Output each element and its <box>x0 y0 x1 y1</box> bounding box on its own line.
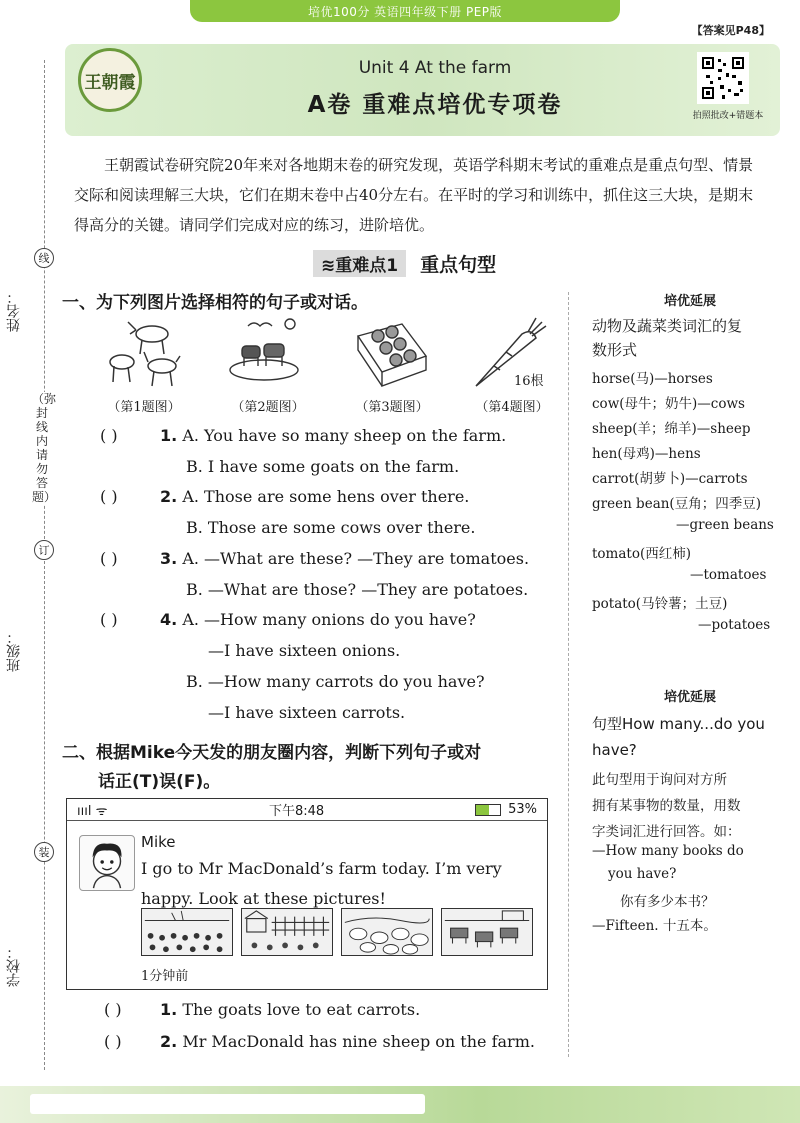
option-b: B. I have some goats on the farm. <box>186 457 460 476</box>
brand-logo <box>78 48 142 112</box>
vocab-line: cow(母牛；奶牛)—cows <box>592 396 745 412</box>
option-b: B. —How many carrots do you have? <box>186 672 485 691</box>
battery-percent: 53% <box>508 802 537 817</box>
answer-bracket-q1-2[interactable]: ( ) <box>100 487 118 506</box>
pic-3-label: （第3题图） <box>355 400 429 415</box>
post-time: 1分钟前 <box>141 969 189 984</box>
vocab-line: —tomatoes <box>690 567 767 583</box>
option-b: B. Those are some cows over there. <box>186 518 476 537</box>
example-line: you have? <box>608 866 677 882</box>
qr-caption: 拍照批改+错题本 <box>692 111 764 121</box>
post-text: I go to Mr MacDonald’s farm today. I’m very happy. Look at these pictures! <box>141 859 502 908</box>
answer-bracket-q1-4[interactable]: ( ) <box>100 610 118 629</box>
question-item <box>160 426 506 445</box>
seal-mark-line: 线 <box>34 248 54 268</box>
pic-2-label: （第2题图） <box>231 400 305 415</box>
option-b-reply: —I have sixteen carrots. <box>208 703 406 722</box>
tomatoes-box-picture-icon <box>352 316 432 392</box>
battery-icon <box>475 804 501 816</box>
example-line: —How many books do <box>592 843 744 859</box>
item-number: 2. <box>160 1032 178 1051</box>
status-time: 下午8:48 <box>269 804 325 819</box>
question-item <box>160 549 529 568</box>
answer-bracket-q1-3[interactable]: ( ) <box>100 549 118 568</box>
statement: The goats love to eat carrots. <box>182 1000 421 1019</box>
explanation-line: 拥有某事物的数量，用数 <box>592 798 741 814</box>
item-number: 3. <box>160 549 178 568</box>
option-a: A. —How many onions do you have? <box>182 610 476 629</box>
phone-status-bar <box>67 799 547 821</box>
vocab-line: —potatoes <box>698 617 771 633</box>
answer-bracket-q2-2[interactable]: ( ) <box>104 1032 122 1051</box>
class-label: 班级： <box>6 630 22 672</box>
section-banner <box>313 250 496 276</box>
answer-reference: 【答案见P48】 <box>691 24 770 37</box>
moments-post-card <box>66 798 548 990</box>
signal-wifi-icon: ıııl ᯤ <box>77 803 108 819</box>
pic-4-count: 16根 <box>514 374 544 389</box>
goats-picture-icon <box>104 316 184 392</box>
pic-1-label: （第1题图） <box>107 400 181 415</box>
seal-note: （弥封线内请勿答题） <box>32 392 57 504</box>
cows-photo[interactable] <box>441 908 533 956</box>
vocab-line: tomato(西红柿) <box>592 546 691 562</box>
intro-paragraph: 王朝霞试卷研究院20年来对各地期末卷的研究发现，英语学科期末考试的重难点是重点句型、情景交际和阅读理解三大块，它们在期末卷中占40分左右。在平时的学习和训练中，抓住这三大块，是期末得高分的关键。请同学们完成对应的练习，进阶培优。 <box>74 156 754 234</box>
vocab-line: horse(马)—horses <box>592 371 713 387</box>
option-a: A. You have so many sheep on the farm. <box>182 426 507 445</box>
item-number: 1. <box>160 1000 178 1019</box>
question-1-title: 一、为下列图片选择相符的句子或对话。 <box>62 293 368 313</box>
logo-text: 王朝霞 <box>84 72 136 93</box>
vocab-line: —green beans <box>676 517 774 533</box>
school-label: 学校： <box>6 945 22 987</box>
question-2-title-line-1: 二、根据Mike今天发的朋友圈内容，判断下列句子或对 <box>62 743 482 763</box>
pic-4-label: （第4题图） <box>475 400 549 415</box>
question-item <box>160 610 476 629</box>
goats-eating-carrots-photo[interactable] <box>141 908 233 956</box>
option-a: A. —What are these? —They are tomatoes. <box>182 549 530 568</box>
explanation-line: 字类词汇进行回答。如： <box>592 824 741 840</box>
item-number: 1. <box>160 426 178 445</box>
qr-code-icon[interactable] <box>697 52 749 104</box>
name-label: 姓名： <box>6 290 22 332</box>
section-title: 重点句型 <box>420 253 497 276</box>
option-a: A. Those are some hens over there. <box>182 487 470 506</box>
seal-mark-bind: 订 <box>34 540 54 560</box>
item-number: 2. <box>160 487 178 506</box>
vocab-line: sheep(羊；绵羊)—sheep <box>592 421 751 437</box>
vocab-line: green bean(豆角；四季豆) <box>592 496 761 512</box>
bottom-decor-tab <box>30 1094 425 1114</box>
question-item <box>160 1032 535 1051</box>
question-2-title-line-2: 话正(T)误(F)。 <box>98 772 221 792</box>
option-b: B. —What are those? —They are potatoes. <box>186 580 529 599</box>
battery-level <box>476 805 489 815</box>
sheep-photo[interactable] <box>341 908 433 956</box>
vocab-line: hen(母鸡)—hens <box>592 446 701 462</box>
post-author[interactable]: Mike <box>141 833 176 851</box>
example-line: —Fifteen. 十五本。 <box>592 918 717 934</box>
fence-photo[interactable] <box>241 908 333 956</box>
aside-1-head: 培优延展 <box>663 294 716 309</box>
item-number: 4. <box>160 610 178 629</box>
question-item <box>160 487 469 506</box>
answer-bracket-q1-1[interactable]: ( ) <box>100 426 118 445</box>
aside-2-head: 培优延展 <box>663 690 716 705</box>
aside-2-sub-line-1: 句型How many...do you <box>592 715 765 733</box>
vocab-line: carrot(胡萝卜)—carrots <box>592 471 748 487</box>
vocab-line: potato(马铃薯；土豆) <box>592 596 728 612</box>
binding-dashed-line <box>44 60 45 1070</box>
avatar[interactable] <box>79 835 135 891</box>
unit-title: Unit 4 At the farm <box>358 58 512 78</box>
aside-2-sub-line-2: have? <box>592 741 637 759</box>
statement: Mr MacDonald has nine sheep on the farm. <box>182 1032 535 1051</box>
paper-title: A卷 重难点培优专项卷 <box>307 92 563 118</box>
answer-bracket-q2-1[interactable]: ( ) <box>104 1000 122 1019</box>
column-divider <box>568 292 569 1057</box>
aside-1-sub-line-1: 动物及蔬菜类词汇的复 <box>592 317 743 335</box>
top-banner: 培优100分 英语四年级下册 PEP版 <box>190 0 620 22</box>
cows-picture-icon <box>228 316 308 392</box>
option-a-reply: —I have sixteen onions. <box>208 641 401 660</box>
explanation-line: 此句型用于询问对方所 <box>592 772 727 788</box>
section-number: ≋重难点1 <box>313 250 406 277</box>
aside-1-sub-line-2: 数形式 <box>592 341 638 359</box>
example-line: 你有多少本书？ <box>620 894 715 910</box>
question-item <box>160 1000 420 1019</box>
seal-mark-pack: 装 <box>34 842 54 862</box>
